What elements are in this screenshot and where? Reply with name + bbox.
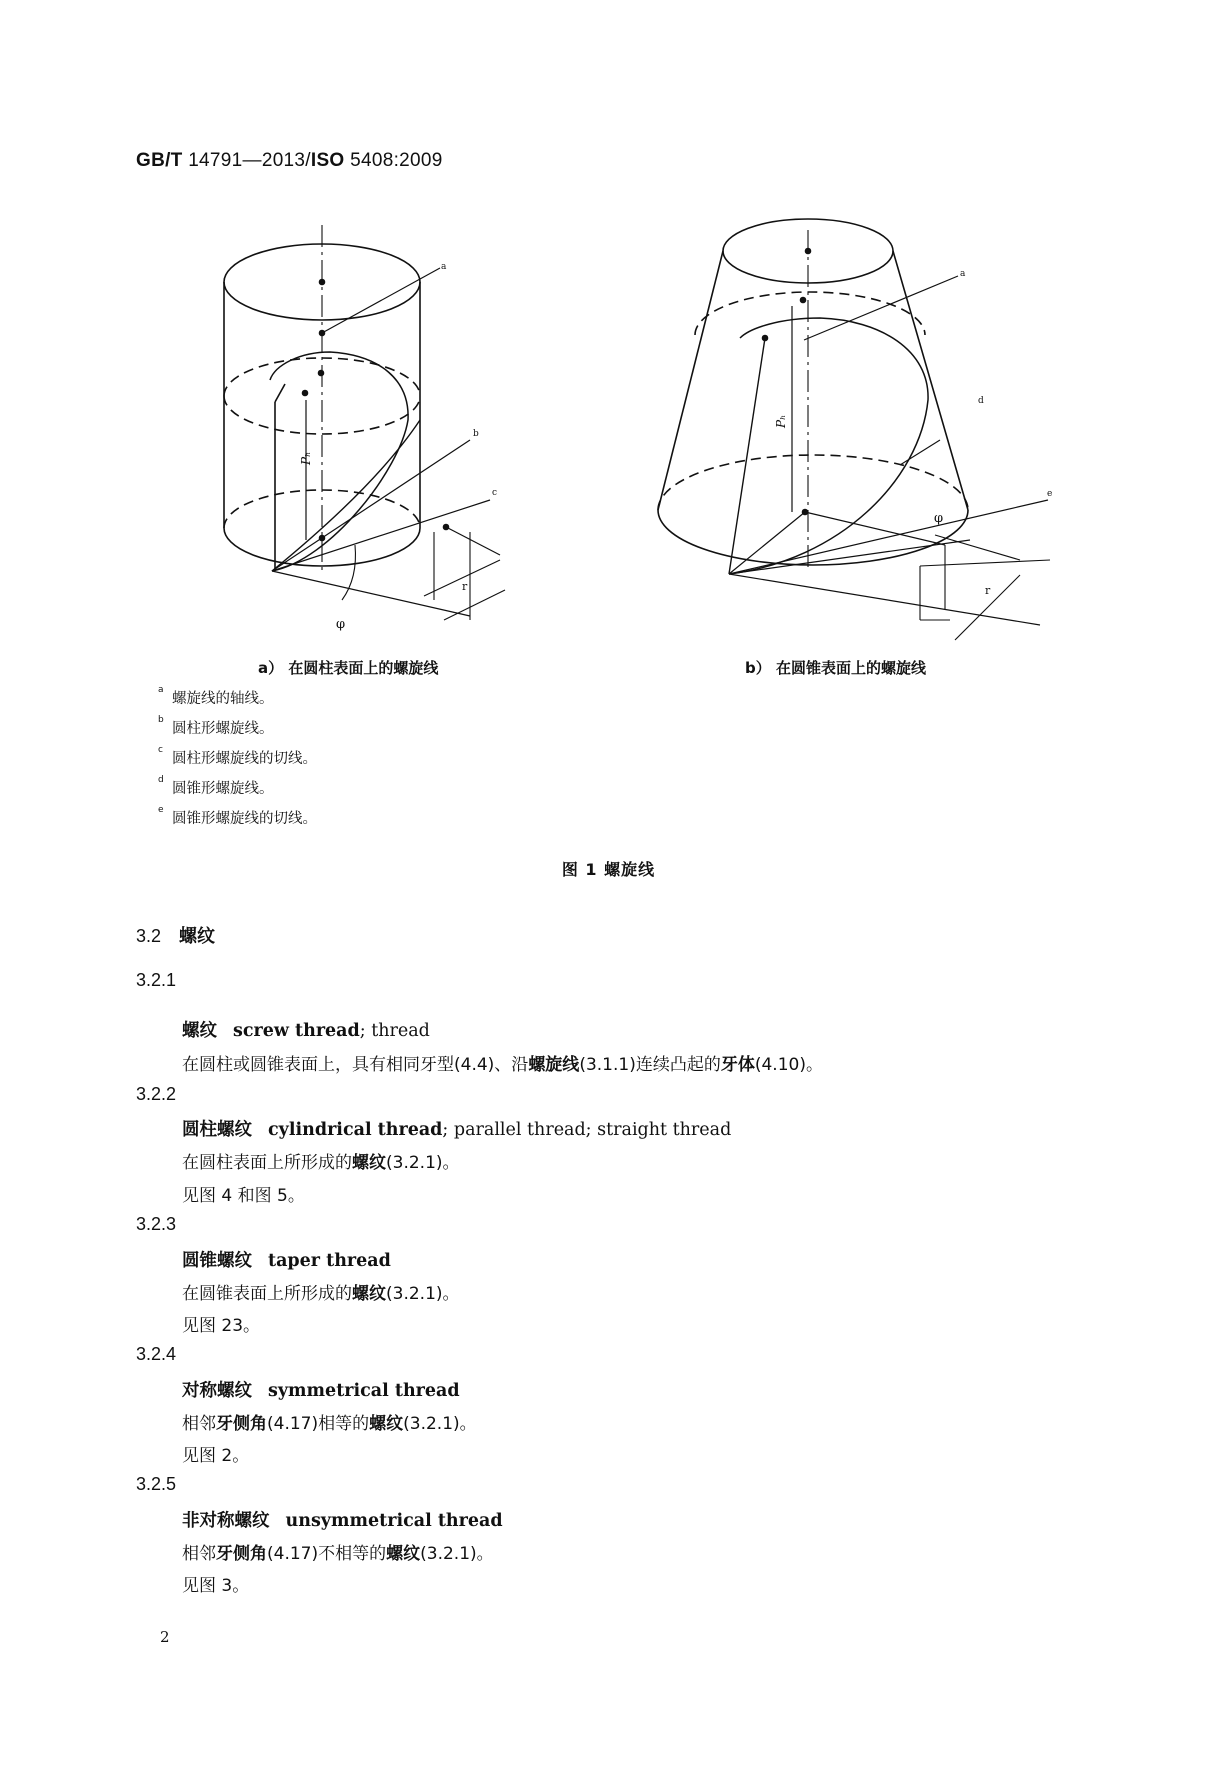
definition: 在圆柱表面上所形成的螺纹(3.2.1)。 [182, 1153, 460, 1173]
see-reference: 见图 23。 [182, 1316, 261, 1336]
definition: 相邻牙侧角(4.17)不相等的螺纹(3.2.1)。 [182, 1544, 494, 1564]
figure-note: a 螺旋线的轴线。 [158, 685, 274, 707]
iso-prefix: ISO [310, 150, 345, 171]
figure-note: c 圆柱形螺旋线的切线。 [158, 745, 317, 767]
std-prefix: GB/T [136, 150, 183, 171]
clause-number: 3.2.1 [136, 970, 177, 990]
term-line: 圆锥螺纹 taper thread [182, 1251, 391, 1271]
label-d: d [978, 396, 984, 406]
figure-title: 图 1 螺旋线 [561, 860, 656, 879]
cone-phi-label: φ [934, 511, 944, 526]
term-line: 对称螺纹 symmetrical thread [182, 1381, 460, 1401]
cylinder-drawing [224, 225, 505, 620]
cone-drawing [658, 219, 1053, 640]
std-number: 14791—2013/ [188, 150, 311, 171]
helix-figure [0, 0, 1217, 700]
cylinder-phi-label: φ [336, 617, 346, 632]
caption-b: b） 在圆锥表面上的螺旋线 [745, 659, 926, 677]
figure-note: d 圆锥形螺旋线。 [158, 775, 274, 797]
clause-number: 3.2.3 [136, 1214, 177, 1234]
cone-r-label: r [985, 584, 991, 597]
term-line: 非对称螺纹 unsymmetrical thread [182, 1511, 503, 1531]
page-number: 2 [160, 1628, 170, 1646]
clause-number: 3.2.4 [136, 1344, 177, 1364]
term-line: 螺纹 screw thread; thread [182, 1021, 430, 1041]
iso-number: 5408:2009 [350, 150, 443, 171]
definition: 在圆柱或圆锥表面上，具有相同牙型(4.4)、沿螺旋线(3.1.1)连续凸起的牙体(4.10)。 [182, 1055, 823, 1075]
definition: 在圆锥表面上所形成的螺纹(3.2.1)。 [182, 1284, 460, 1304]
figure-note: e 圆锥形螺旋线的切线。 [158, 805, 317, 827]
clause-number: 3.2.2 [136, 1084, 177, 1104]
figure-note: b 圆柱形螺旋线。 [158, 715, 274, 737]
see-reference: 见图 3。 [182, 1576, 250, 1596]
definition: 相邻牙侧角(4.17)相等的螺纹(3.2.1)。 [182, 1414, 477, 1434]
see-reference: 见图 4 和图 5。 [182, 1186, 305, 1206]
label-a-cone: a [960, 269, 966, 279]
label-b: b [473, 429, 479, 439]
label-e: e [1047, 489, 1053, 499]
label-a-cyl: a [441, 262, 447, 272]
see-reference: 见图 2。 [182, 1446, 250, 1466]
cylinder-r-label: r [462, 580, 468, 593]
clause-number: 3.2.5 [136, 1474, 177, 1494]
term-line: 圆柱螺纹 cylindrical thread; parallel thread; straight thread [182, 1120, 732, 1140]
label-c: c [492, 488, 498, 498]
cone-ph-label: Pₕ [774, 414, 788, 428]
cylinder-ph-label: Pₕ [299, 451, 313, 465]
caption-a: a） 在圆柱表面上的螺旋线 [258, 659, 439, 677]
section-heading: 3.2 螺纹 [136, 926, 216, 947]
